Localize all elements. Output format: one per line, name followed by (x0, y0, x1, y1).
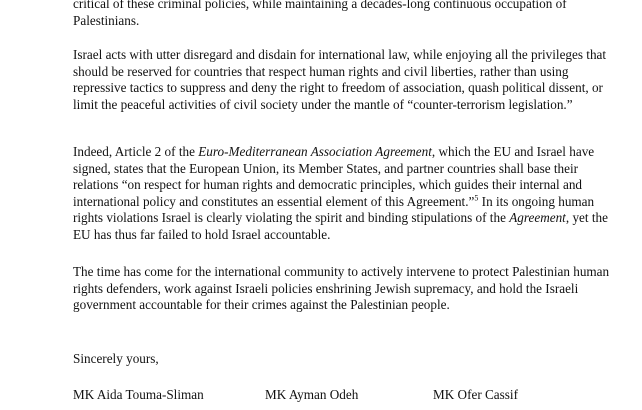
paragraph-international-law: Israel acts with utter disregard and disdain for international law, while enjoying all the privileges that should be reserved for countries that respect human rights and civil liberties, rather than using repressive tactics to suppress and deny the right to freedom of association, quash political dissent, or limit the peaceful activities of civil society under the mantle of “counter-terrorism legislation.” (73, 47, 607, 112)
paragraph-article-2-text-c: In its ongoing human rights violations Israel is clearly violating the spirit and binding stipulations of the (73, 193, 595, 226)
agreement-word: Agreement (509, 210, 566, 226)
agreement-title: Euro-Mediterranean Association Agreement (198, 144, 432, 159)
signatory-1: MK Aida Touma-Sliman (73, 387, 204, 402)
signatory-3: MK Ofer Cassif (433, 387, 518, 402)
paragraph-article-2 (73, 144, 613, 244)
closing-salutation: Sincerely yours, (73, 351, 159, 366)
paragraph-intro-line-2: Palestinians. (73, 12, 140, 28)
paragraph-article-2-text-d: , yet the EU has thus far failed to hold Israel accountable. (73, 210, 608, 242)
signatory-2: MK Ayman Odeh (265, 387, 359, 402)
signatories (73, 387, 633, 407)
paragraph-intro-line-1: critical of these criminal policies, while maintaining a decades-long continuous occupation of (73, 0, 567, 11)
paragraph-article-2-text-b: , which the EU and Israel have signed, states that the European Union, its Member States, and partner countries shall base their relations “on respect for human rights and democratic principles, which guides their internal and international policy and constitutes an essential element of this Agreement.” (73, 144, 595, 209)
paragraph-intro-fragment (73, 0, 613, 29)
footnote-marker: 5 (474, 193, 479, 203)
paragraph-call-to-action: The time has come for the international community to actively intervene to protect Palestinian human rights defenders, work against Israeli policies enshrining Jewish supremacy, and hold the Israeli government accountable for their crimes against the Palestinian people. (73, 264, 610, 313)
paragraph-article-2-text-a: Indeed, Article 2 of the (73, 144, 199, 159)
